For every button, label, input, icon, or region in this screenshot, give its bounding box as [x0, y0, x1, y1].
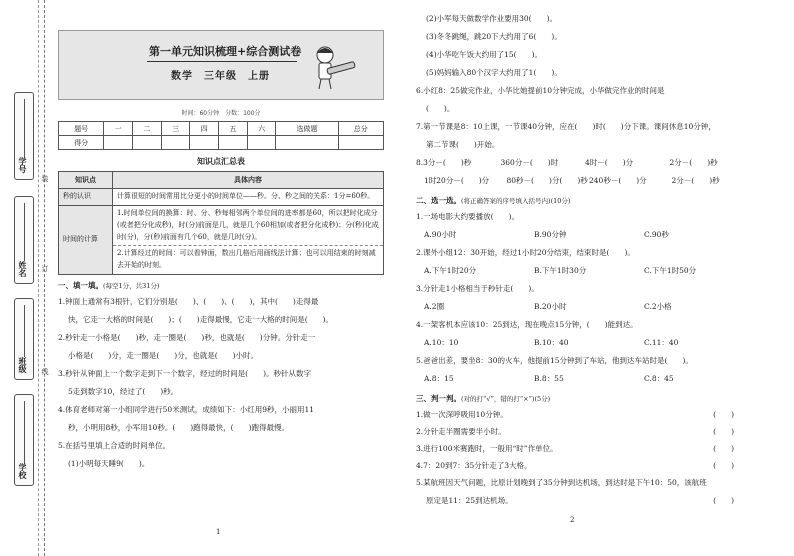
- question-line: ( )。: [426, 104, 455, 113]
- question-line: 3.秒针从钟面上一个数字走到下一个数字，经过的时间是( )。秒针从数字: [58, 369, 312, 379]
- question-line: 2.课外小组12：30开始，经过1小时20分结束，结束时是( )。: [416, 248, 635, 257]
- knowledge-table-title: 知识点汇总表: [197, 156, 245, 166]
- question-line: (5)妈妈输入80个汉字大约用了1( )。: [426, 68, 562, 77]
- judge-item: 4.7：20到7：35分针走了3大格。 ( ): [416, 461, 734, 470]
- question-line: 6.小红8：25做完作业，小华比她提前10分钟完成，小华做完作业的时间是: [416, 86, 665, 95]
- option-row: A.2圈 B.20小时 C.2小格: [424, 302, 672, 311]
- question-line: 5.爸爸出差，要坐8：30的火车，他提前15分钟到了车站，他到达车站时是( )。: [416, 356, 693, 365]
- option-row: A.10：10 B.10：40 C.11：40: [424, 338, 679, 347]
- judge-item: 原定是11：25到达机场。 ( ): [426, 496, 734, 505]
- question-line: 5.在括号里填上合适的时间单位。: [58, 441, 171, 451]
- name-field[interactable]: 姓名: [14, 196, 34, 284]
- student-id-field[interactable]: 学号: [14, 92, 34, 180]
- question-line: 5.某航班因天气问题，比原计划晚到了35分钟到达机场，到达时是下午10：50，该航班: [416, 478, 707, 487]
- question-line: 小格是( )分，走一圈是( )分，也就是( )小时。: [68, 351, 259, 361]
- class-field[interactable]: 班级: [14, 298, 34, 380]
- table-row: 秒的认识 计算很短的时间常用比分更小的时间单位——秒。分、秒之间的关系：1分=60秒。: [59, 188, 384, 205]
- binding-strip: [0, 0, 52, 556]
- knowledge-table: 知识点 具体内容 秒的认识 计算很短的时间常用比分更小的时间单位——秒。分、秒之间的关系：1分=60秒。 时间的计算 1.时间单位间的换算：时、分、秒每相邻两个单位间的进率都是60，所以把时化成分(或者把分化成秒)，时(分)前面是几，就是几个60相加(或者把分化成秒)；分(秒)化成时(分)，分(秒)前面有几个60，就是几时(分)。 2.计算经过的时间：可以看钟面，数出几格后用画线法计算；也可以用结束的时刻减去开始的时刻。: [58, 171, 384, 275]
- title-banner: [58, 30, 384, 100]
- page-number: 1: [216, 528, 221, 536]
- page-1: [58, 30, 384, 473]
- option-row: A.90小时 B.90分钟 C.90秒: [424, 230, 669, 239]
- cut-line: [44, 0, 45, 556]
- judge-item: 3.进行100米赛跑时，一般用“时”作单位。 ( ): [416, 444, 734, 453]
- question-line: 4.体育老师对第一小组同学进行50米测试，成绩如下：小红用9秒，小丽用11: [58, 405, 315, 415]
- student-illustration-icon: [311, 43, 357, 91]
- question-line: 快，它走一大格的时间是( )；( )走得最慢，它走一大格的时间是( )。: [68, 315, 334, 325]
- question-line: 7.第一节课是8：10上课，一节课40分钟，应在( )时( )分下课。课间休息10分钟，: [416, 122, 716, 131]
- table-row: 时间的计算 1.时间单位间的换算：时、分、秒每相邻两个单位间的进率都是60，所以把时化成分(或者把分化成秒)，时(分)前面是几，就是几个60相加(或者把分化成秒)；分(秒)化成时(分)，分(秒)前面有几个60，就是几时(分)。 2.计算经过的时间：可以看钟面，数出几格后用画线法计算；也可以用结束的时刻减去开始的时刻。: [59, 205, 384, 274]
- question-line: 秒，小明用8秒，小军用10秒。( )跑得最快，( )跑得最慢。: [68, 423, 290, 433]
- conversion-row: 1时20分－( )分 80秒－( )分( )秒 240秒－( )分 2分－( )秒: [424, 176, 720, 185]
- question-line: 4.一架客机本应该10：25到达，现在晚点15分钟，( )能到达。: [416, 320, 638, 329]
- exam-title: 第一单元知识梳理+综合测试卷: [149, 45, 302, 58]
- question-line: (3)冬冬跳绳，跳20下大约用了6( )。: [426, 32, 562, 41]
- question-line: 1.一场电影大约要播放( )。: [416, 212, 520, 221]
- score-table: 题号 一 二 三 四 五 六 选做题 总分 得分: [58, 121, 384, 150]
- judge-item: 2.分针走半圈需要半小时。 ( ): [416, 427, 734, 436]
- cut-mark: 线: [41, 368, 49, 375]
- part-1-title: 一、填一填。(每空1分，共31分): [58, 281, 160, 291]
- question-line: (1)小明每天睡9( )。: [68, 459, 150, 469]
- question-line: (4)小华吃午饭大约用了15( )。: [426, 50, 543, 59]
- question-line: 2.秒针走一小格是( )秒，走一圈是( )秒，也就是( )分钟。分针走一: [58, 333, 316, 343]
- cut-line-inner: [38, 0, 39, 556]
- option-row: A.下午1时20分 B.下午1时30分 C.下午1时50分: [424, 266, 697, 275]
- part-3-title: 三、判一判。(对的打“√”，错的打“×”)(5分): [416, 394, 551, 403]
- exam-subtitle: 数学 三年级 上册: [171, 71, 270, 82]
- school-field[interactable]: 学校: [14, 394, 34, 486]
- page-number: 2: [570, 516, 575, 524]
- question-line: 3.分针走1小格相当于秒针走( )。: [416, 284, 539, 293]
- option-row: A.8：15 B.8：55 C.8：45: [424, 374, 674, 383]
- cut-mark: 装: [41, 175, 49, 182]
- judge-item: 1.做一次深呼吸用10分钟。 ( ): [416, 410, 734, 419]
- question-line: 第二节课( )开始。: [426, 140, 500, 149]
- exam-info: 时间：60分钟 分数：100分: [181, 110, 261, 117]
- cut-mark: 订: [41, 265, 49, 272]
- question-line: 1.钟面上通常有3根针，它们分别是( )、( )、( )，其中( )走得最: [58, 297, 319, 307]
- question-line: 5走到数字10，经过了( )秒。: [68, 387, 179, 397]
- part-2-title: 二、选一选。(将正确答案的序号填入括号内)(10分): [416, 196, 571, 205]
- conversion-row: 8.3分－( )秒 360分－( )时 4时－( )分 2分－( )秒: [416, 158, 718, 167]
- page-2: [416, 10, 754, 509]
- question-line: (2)小军每天做数学作业要用30( )。: [426, 14, 558, 23]
